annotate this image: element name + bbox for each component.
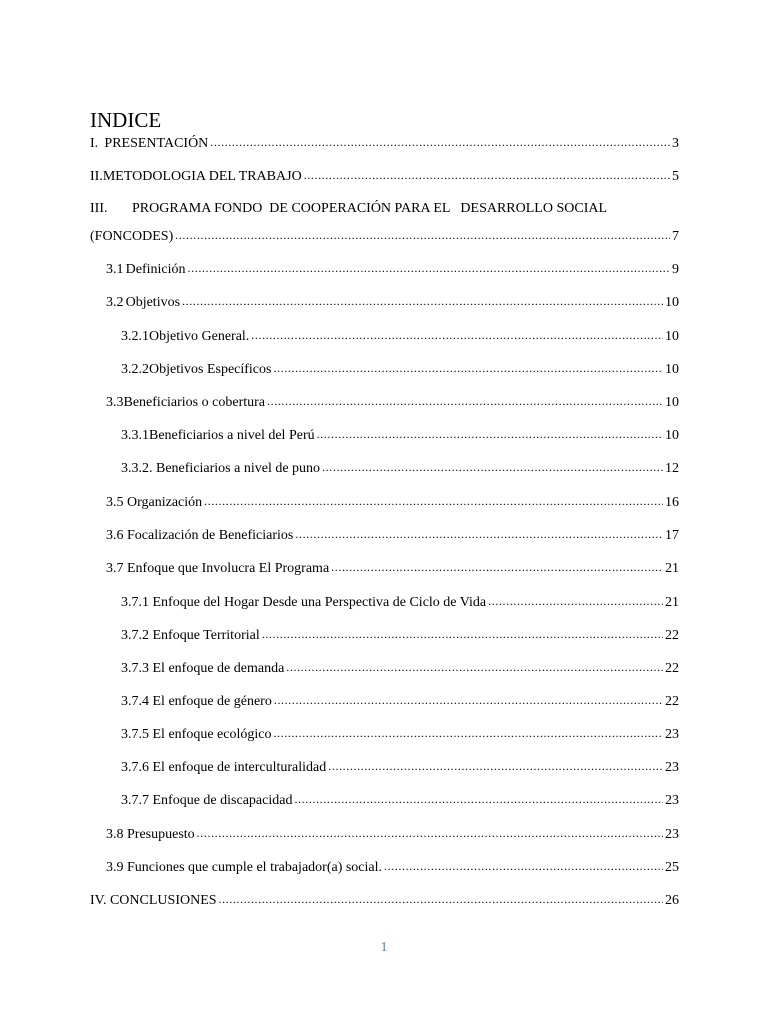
- toc-entry[interactable]: [106, 525, 679, 545]
- dot-leader: [294, 789, 663, 809]
- toc-entry[interactable]: [121, 757, 679, 777]
- toc-entry-label: Definición: [125, 262, 186, 277]
- dot-leader: [175, 225, 670, 245]
- toc-entry-heading[interactable]: [90, 199, 607, 219]
- toc-entry-page: 23: [665, 793, 679, 808]
- toc-entry-label: 3.7.5 El enfoque ecológico: [121, 727, 272, 742]
- dot-leader: [295, 524, 663, 544]
- toc-entry-page: 7: [672, 229, 679, 244]
- toc-entry[interactable]: [90, 890, 679, 910]
- toc-entry-number: III.: [90, 201, 108, 216]
- page-title: INDICE: [90, 108, 162, 132]
- dot-leader: [204, 491, 663, 511]
- toc-entry-page: 22: [665, 694, 679, 709]
- toc-entry-number: 3.2.2: [121, 362, 149, 377]
- toc-entry[interactable]: [106, 492, 679, 512]
- toc-entry-number: 3.2: [106, 295, 124, 310]
- toc-entry-label: Objetivo General.: [149, 329, 250, 344]
- toc-entry-label: PRESENTACIÓN: [104, 136, 209, 151]
- toc-entry-label: 3.7.4 El enfoque de género: [121, 694, 272, 709]
- dot-leader: [262, 624, 663, 644]
- toc-entry[interactable]: [90, 166, 679, 186]
- toc-entry-page: 5: [672, 169, 679, 184]
- toc-entry-page: 23: [665, 827, 679, 842]
- toc-entry-number: 3.1: [106, 262, 124, 277]
- toc-entry[interactable]: [121, 691, 679, 711]
- toc-entry-page: 10: [665, 362, 679, 377]
- toc-entry-page: 23: [665, 727, 679, 742]
- toc-entry[interactable]: [121, 625, 679, 645]
- toc-entry-page: 9: [672, 262, 679, 277]
- toc-entry[interactable]: [90, 226, 679, 246]
- toc-entry[interactable]: [121, 724, 679, 744]
- toc-entry-label: 3.7 Enfoque que Involucra El Programa: [106, 561, 330, 576]
- toc-entry[interactable]: [106, 558, 679, 578]
- toc-entry-label: Beneficiarios a nivel del Perú: [149, 428, 315, 443]
- dot-leader: [267, 391, 663, 411]
- toc-entry-page: 22: [665, 628, 679, 643]
- toc-entry-label: Objetivos Específicos: [149, 362, 272, 377]
- toc-entry[interactable]: [106, 857, 679, 877]
- dot-leader: [219, 889, 663, 909]
- toc-entry-label: IV. CONCLUSIONES: [90, 893, 217, 908]
- toc-entry-page: 26: [665, 893, 679, 908]
- toc-entry-label: 3.6 Focalización de Beneficiarios: [106, 528, 294, 543]
- toc-entry[interactable]: [121, 658, 679, 678]
- page-number: 1: [380, 940, 388, 955]
- toc-entry-page: 21: [665, 595, 679, 610]
- dot-leader: [331, 557, 663, 577]
- toc-entry[interactable]: [106, 259, 679, 279]
- toc-entry-label: 3.5 Organización: [106, 495, 203, 510]
- dot-leader: [286, 657, 663, 677]
- toc-entry[interactable]: [121, 592, 679, 612]
- toc-entry-page: 16: [665, 495, 679, 510]
- dot-leader: [251, 325, 663, 345]
- toc-entry-number: 3.2.1: [121, 329, 149, 344]
- toc-entry-label: 3.7.7 Enfoque de discapacidad: [121, 793, 293, 808]
- toc-entry-page: 10: [665, 395, 679, 410]
- dot-leader: [274, 690, 663, 710]
- toc-entry-page: 21: [665, 561, 679, 576]
- toc-entry[interactable]: [90, 133, 679, 153]
- toc-entry-page: 3: [672, 136, 679, 151]
- dot-leader: [182, 291, 663, 311]
- toc-entry[interactable]: [106, 292, 679, 312]
- toc-entry-label: METODOLOGIA DEL TRABAJO: [102, 169, 302, 184]
- toc-entry-page: 23: [665, 760, 679, 775]
- toc-entry-label: 3.7.2 Enfoque Territorial: [121, 628, 260, 643]
- toc-entry[interactable]: [121, 359, 679, 379]
- toc-entry-number: II.: [90, 169, 103, 184]
- toc-entry-label: 3.8 Presupuesto: [106, 827, 195, 842]
- toc-entry-label: (FONCODES): [90, 229, 174, 244]
- toc-entry-label: 3.7.3 El enfoque de demanda: [121, 661, 285, 676]
- dot-leader: [322, 457, 663, 477]
- toc-entry-page: 10: [665, 428, 679, 443]
- toc-entry-label: PROGRAMA FONDO DE COOPERACIÓN PARA EL DESARROLLO SOCIAL: [132, 201, 608, 216]
- dot-leader: [210, 132, 670, 152]
- toc-entry[interactable]: [121, 790, 679, 810]
- dot-leader: [488, 591, 663, 611]
- toc-entry[interactable]: [121, 425, 679, 445]
- toc-entry[interactable]: [106, 824, 679, 844]
- dot-leader: [317, 424, 663, 444]
- toc-entry-page: 10: [665, 295, 679, 310]
- toc-entry-number: I.: [90, 136, 99, 151]
- toc-entry-label: 3.9 Funciones que cumple el trabajador(a) social.: [106, 860, 383, 875]
- toc-entry-page: 25: [665, 860, 679, 875]
- dot-leader: [384, 856, 663, 876]
- dot-leader: [273, 723, 663, 743]
- toc-entry-page: 12: [665, 461, 679, 476]
- toc-entry-label: Beneficiarios o cobertura: [123, 395, 265, 410]
- toc-entry-label: 3.3.2. Beneficiarios a nivel de puno: [121, 461, 321, 476]
- toc-entry-page: 22: [665, 661, 679, 676]
- dot-leader: [328, 756, 663, 776]
- toc-entry-page: 10: [665, 329, 679, 344]
- toc-entry-label: 3.7.6 El enfoque de interculturalidad: [121, 760, 327, 775]
- dot-leader: [197, 823, 663, 843]
- dot-leader: [188, 258, 670, 278]
- toc-entry[interactable]: [121, 458, 679, 478]
- toc-entry-label: 3.7.1 Enfoque del Hogar Desde una Perspectiva de Ciclo de Vida: [121, 595, 487, 610]
- toc-entry-label: Objetivos: [125, 295, 181, 310]
- dot-leader: [304, 165, 670, 185]
- toc-entry-page: 17: [665, 528, 679, 543]
- toc-entry[interactable]: [106, 392, 679, 412]
- toc-entry[interactable]: [121, 326, 679, 346]
- toc-entry-number: 3.3.1: [121, 428, 149, 443]
- toc-entry-number: 3.3: [106, 395, 124, 410]
- dot-leader: [273, 358, 663, 378]
